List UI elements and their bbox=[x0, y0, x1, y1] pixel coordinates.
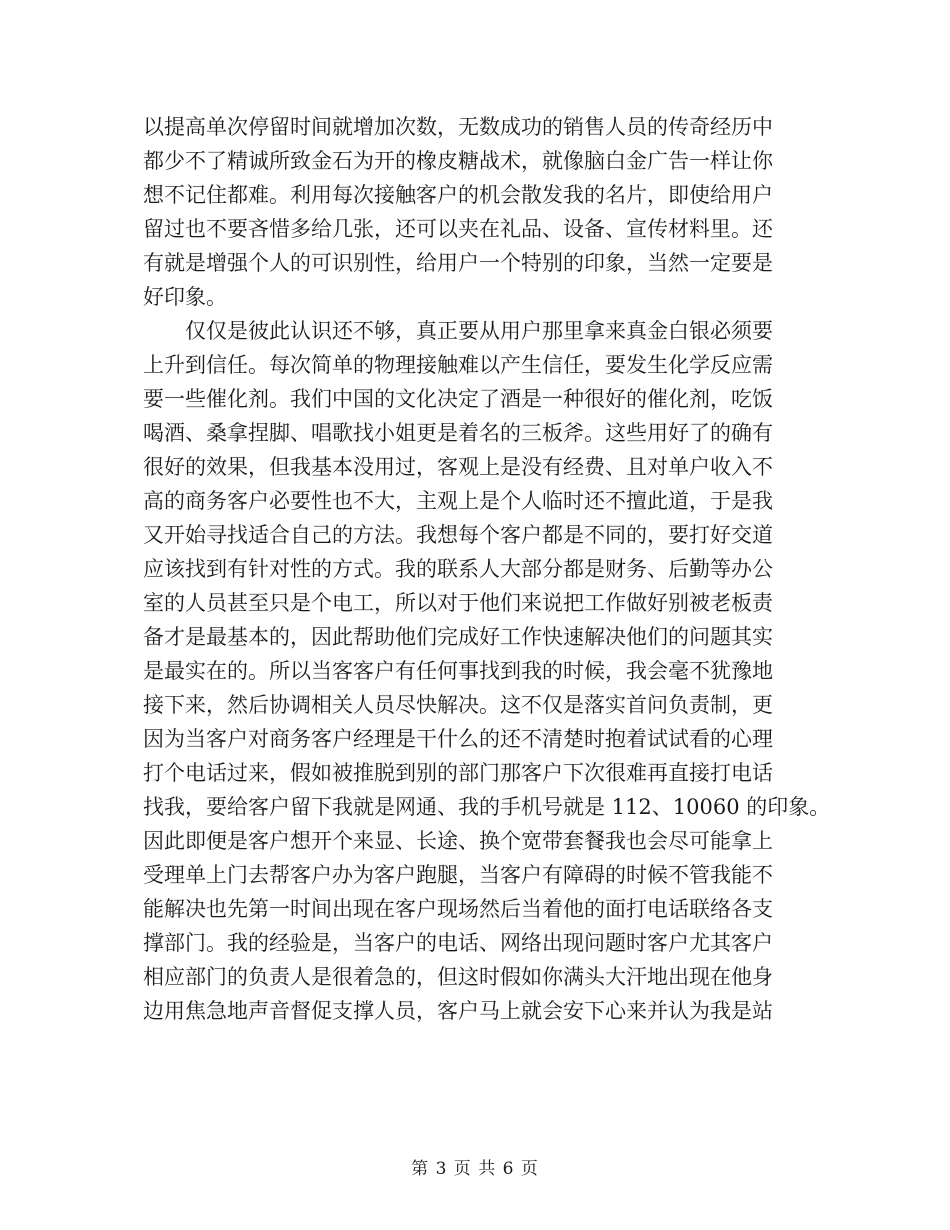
text-line: 备才是最基本的，因此帮助他们完成好工作快速解决他们的问题其实 bbox=[143, 625, 773, 649]
text-line: 相应部门的负责人是很着急的，但这时假如你满头大汗地出现在他身 bbox=[143, 965, 773, 989]
text-line: 能解决也先第一时间出现在客户现场然后当着他的面打电话联络各支 bbox=[143, 897, 773, 921]
text-line: 边用焦急地声音督促支撑人员，客户马上就会安下心来并认为我是站 bbox=[143, 999, 773, 1023]
text-line: 仅仅是彼此认识还不够，真正要从用户那里拿来真金白银必须要 bbox=[185, 319, 773, 343]
text-line: 有就是增强个人的可识别性，给用户一个特别的印象，当然一定要是 bbox=[143, 251, 773, 275]
text-line: 因此即便是客户想开个来显、长途、换个宽带套餐我也会尽可能拿上 bbox=[143, 829, 773, 853]
text-line: 室的人员甚至只是个电工，所以对于他们来说把工作做好别被老板责 bbox=[143, 591, 773, 615]
text-line: 接下来，然后协调相关人员尽快解决。这不仅是落实首问负责制，更 bbox=[143, 693, 773, 717]
text-line: 因为当客户对商务客户经理是干什么的还不清楚时抱着试试看的心理 bbox=[143, 727, 773, 751]
text-line: 打个电话过来，假如被推脱到别的部门那客户下次很难再直接打电话 bbox=[143, 761, 773, 785]
text-line: 留过也不要吝惜多给几张，还可以夹在礼品、设备、宣传材料里。还 bbox=[143, 217, 773, 241]
text-line: 又开始寻找适合自己的方法。我想每个客户都是不同的，要打好交道 bbox=[143, 523, 773, 547]
text-line: 很好的效果，但我基本没用过，客观上是没有经费、且对单户收入不 bbox=[143, 455, 773, 479]
text-line: 应该找到有针对性的方式。我的联系人大部分都是财务、后勤等办公 bbox=[143, 557, 773, 581]
text-line: 以提高单次停留时间就增加次数，无数成功的销售人员的传奇经历中 bbox=[143, 115, 773, 139]
text-line: 喝酒、桑拿捏脚、唱歌找小姐更是着名的三板斧。这些用好了的确有 bbox=[143, 421, 773, 445]
page-number-footer: 第 3 页 共 6 页 bbox=[411, 1159, 539, 1179]
text-line: 受理单上门去帮客户办为客户跑腿，当客户有障碍的时候不管我能不 bbox=[143, 863, 773, 887]
paragraph-1 bbox=[143, 110, 833, 314]
text-line: 要一些催化剂。我们中国的文化决定了酒是一种很好的催化剂，吃饭 bbox=[143, 387, 773, 411]
body-text bbox=[143, 110, 833, 1028]
text-line: 想不记住都难。利用每次接触客户的机会散发我的名片，即使给用户 bbox=[143, 183, 773, 207]
paragraph-2 bbox=[143, 314, 833, 1028]
text-line: 都少不了精诚所致金石为开的橡皮糖战术，就像脑白金广告一样让你 bbox=[143, 149, 773, 173]
text-line: 找我，要给客户留下我就是网通、我的手机号就是 112、10060 的印象。 bbox=[143, 795, 831, 819]
text-line: 好印象。 bbox=[143, 285, 227, 309]
text-line: 高的商务客户必要性也不大，主观上是个人临时还不擅此道，于是我 bbox=[143, 489, 773, 513]
text-line: 上升到信任。每次简单的物理接触难以产生信任，要发生化学反应需 bbox=[143, 353, 773, 377]
text-line: 撑部门。我的经验是，当客户的电话、网络出现问题时客户尤其客户 bbox=[143, 931, 773, 955]
text-line: 是最实在的。所以当客客户有任何事找到我的时候，我会毫不犹豫地 bbox=[143, 659, 773, 683]
